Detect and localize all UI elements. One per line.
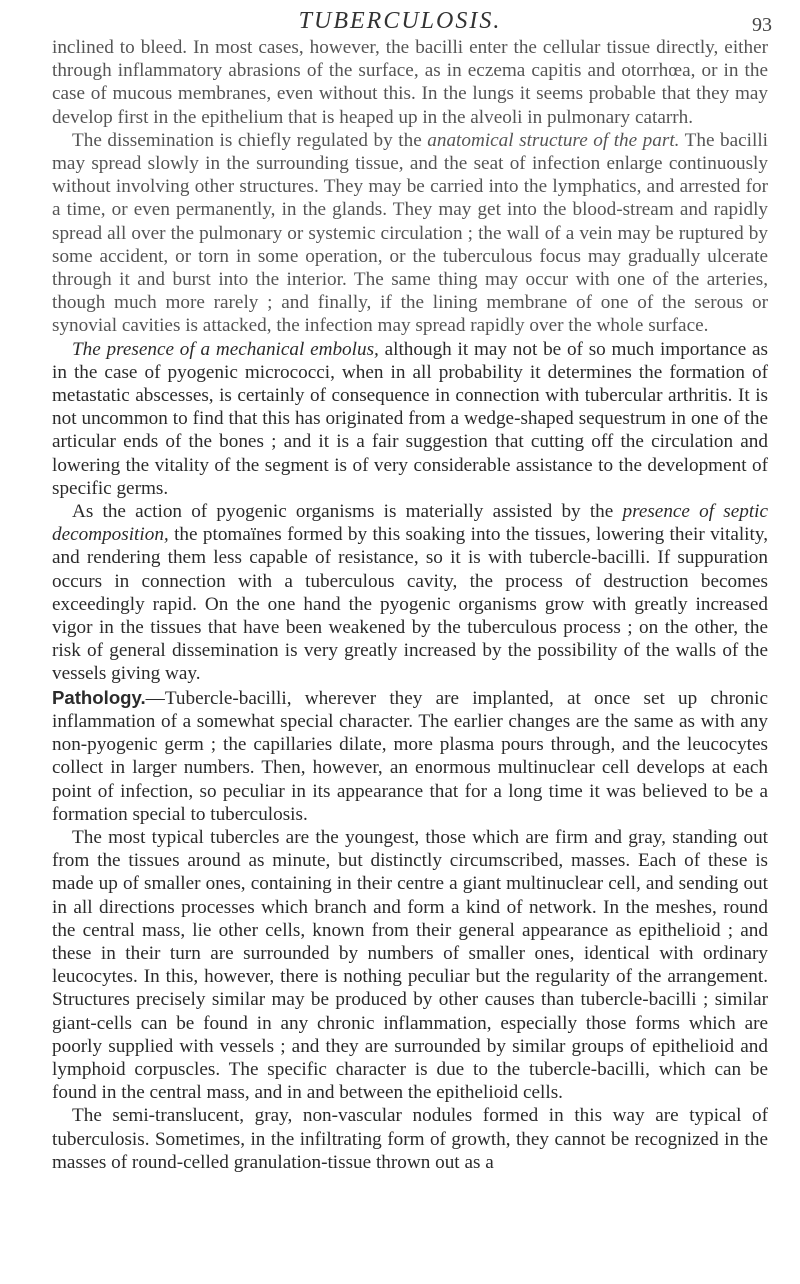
paragraph-4-emphasis: presence of septic decomposition, — [52, 501, 769, 546]
page-number: 93 — [752, 14, 772, 36]
paragraph-3 — [52, 338, 768, 500]
running-title: TUBERCULOSIS. — [298, 8, 502, 34]
paragraph-2-text-end: The bacilli may spread slowly in the surrounding tissue, and the seat of infection enlarge continuously without involving other structures. They may be carried into the lymphatics, and arrested for a time, or even permanently, in the glands. They may get into the blood-stream and rapidly spread all over the pulmonary or systemic circulation ; the wall of a vein may be ruptured by some accident, or torn in some operation, or the tuberculous focus may gradually ulcerate through it and burst into the interior. The same thing may occur with one of the arteries, though much more rarely ; and finally, if the lining membrane of one of the serous or synovial cavities is attacked, the infection may spread rapidly over the whole surface. — [52, 129, 768, 337]
section-heading-pathology: Pathology. — [52, 686, 146, 708]
paragraph-5 — [52, 686, 768, 826]
body-text — [52, 36, 768, 1174]
paragraph-2 — [52, 129, 768, 338]
running-head — [0, 8, 800, 38]
paragraph-3-text: although it may not be of so much importance as in the case of pyogenic micrococci, when in all probability it determines the formation of metastatic abscesses, is certainly of consequence in connection with tubercular arthritis. It is not uncommon to find that this has originated from a wedge-shaped sequestrum in one of the articular ends of the bones ; and it is a fair suggestion that cutting off the circulation and lowering the vitality of the segment is of very considerable assistance to the development of specific germs. — [52, 338, 769, 499]
paragraph-3-emphasis: The presence of a mechanical embolus, — [72, 338, 379, 360]
paragraph-2-text-start: The dissemination is chiefly regulated by the — [72, 129, 428, 151]
paragraph-1: inclined to bleed. In most cases, however, the bacilli enter the cellular tissue directly, either through inflammatory abrasions of the surface, as in eczema capitis and otorrhœa, or in the case of mucous membranes, even without this. In the lungs it seems probable that they may develop first in the epithelium that is heaped up in the alveoli in pulmonary catarrh. — [52, 37, 768, 128]
paragraph-2-emphasis: anatomical structure of the part. — [427, 129, 680, 151]
paragraph-6: The most typical tubercles are the youngest, those which are firm and gray, standing out from the tissues around as minute, but distinctly circumscribed, masses. Each of these is made up of smaller ones, containing in their centre a giant multinuclear cell, and sending out in all directions processes which branch and form a kind of network. In the meshes, round the central mass, lie other cells, known from their general appearance as epithelioid ; and these in their turn are surrounded by numbers of smaller ones, identical with ordinary leucocytes. In this, however, there is nothing peculiar but the regularity of the arrangement. Structures precisely similar may be produced by other causes than tubercle-bacilli ; similar giant-cells can be found in any chronic inflammation, especially those forms which are poorly supplied with vessels ; and they are surrounded by similar groups of epithelioid and lymphoid corpuscles. The specific character is due to the tubercle-bacilli, which can be found in the central mass, and in and between the epithelioid cells. — [52, 826, 768, 1104]
paragraph-4-text-start: As the action of pyogenic organisms is materially assisted by the — [72, 501, 623, 523]
paragraph-5-text: —Tubercle-bacilli, wherever they are implanted, at once set up chronic inflammation of a somewhat special character. The earlier changes are the same as with any non-pyogenic germ ; the capillaries dilate, more plasma pours through, and the leucocytes collect in larger numbers. Then, however, an enormous multinuclear cell develops at each point of infection, so peculiar in its appearance that for a long time it was believed to be a formation special to tuberculosis. — [52, 687, 768, 825]
paragraph-7: The semi-translucent, gray, non-vascular nodules formed in this way are typical of tuberculosis. Sometimes, in the infiltrating form of growth, they cannot be recognized in the masses of round-celled granulation-tissue thrown out as a — [52, 1105, 768, 1173]
paragraph-4-text-end: the ptomaïnes formed by this soaking into the tissues, lowering their vitality, and rendering them less capable of resistance, so it is with tubercle-bacilli. If suppuration occurs in connection with a tuberculous cavity, the process of destruction becomes exceedingly rapid. On the one hand the pyogenic organisms grow with greatly increased vigor in the tissues that have been weakened by the tuberculous process ; on the other, the risk of general dissemination is very greatly increased by the possibility of the walls of the vessels giving way. — [52, 524, 768, 685]
paragraph-4 — [52, 500, 768, 686]
